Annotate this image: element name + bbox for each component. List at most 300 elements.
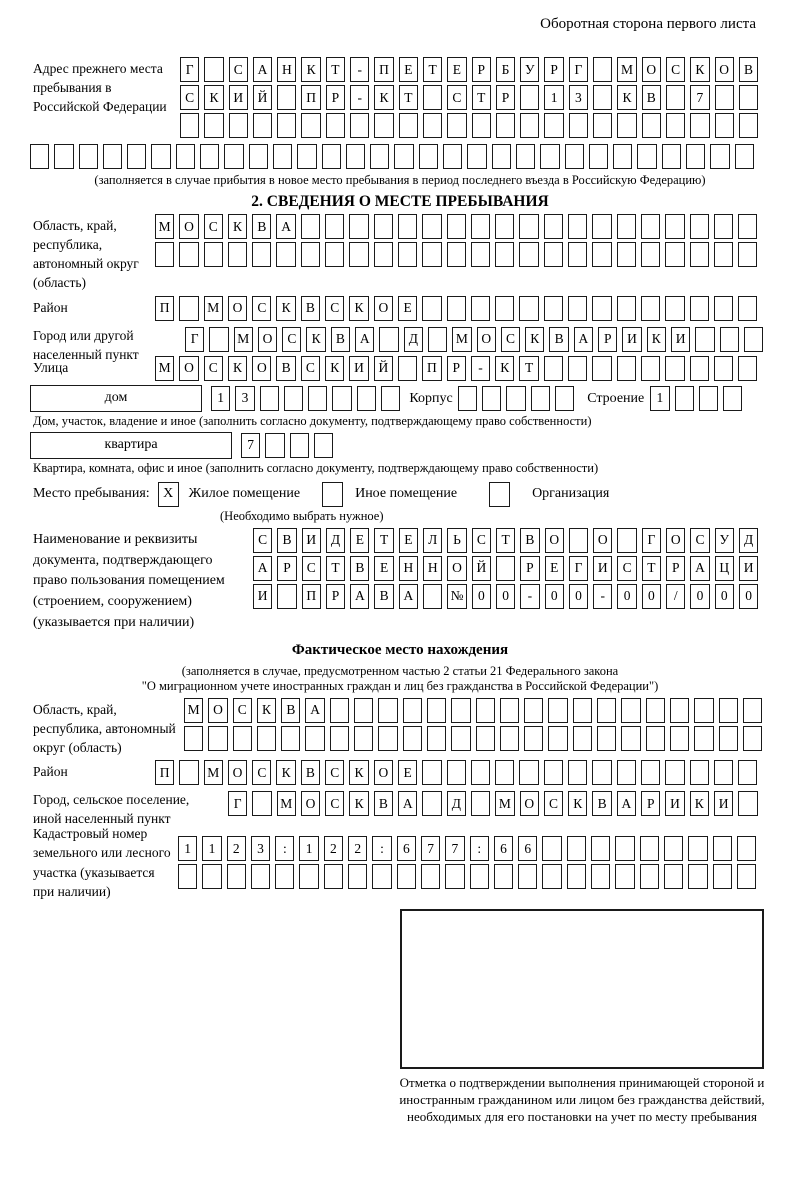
char-box[interactable] (617, 356, 636, 381)
char-box[interactable]: 0 (545, 584, 564, 609)
char-box[interactable] (423, 85, 442, 110)
char-box[interactable] (427, 698, 446, 723)
char-box[interactable] (544, 214, 563, 239)
char-box[interactable] (275, 864, 294, 889)
char-box[interactable] (467, 144, 486, 169)
char-box[interactable] (592, 296, 611, 321)
char-box[interactable]: В (252, 214, 271, 239)
char-box[interactable] (178, 864, 197, 889)
char-box[interactable] (591, 836, 610, 861)
char-box[interactable]: О (666, 528, 685, 553)
char-box[interactable] (544, 296, 563, 321)
char-box[interactable] (301, 242, 320, 267)
char-box[interactable] (314, 433, 333, 458)
char-box[interactable] (665, 760, 684, 785)
char-box[interactable] (688, 836, 707, 861)
char-box[interactable] (723, 386, 742, 411)
char-box[interactable] (451, 726, 470, 751)
char-box[interactable] (422, 760, 441, 785)
char-box[interactable] (719, 726, 738, 751)
char-box[interactable]: А (617, 791, 636, 816)
char-box[interactable] (738, 214, 757, 239)
char-box[interactable]: О (228, 760, 247, 785)
char-box[interactable]: А (355, 327, 374, 352)
char-box[interactable]: М (184, 698, 203, 723)
char-box[interactable] (79, 144, 98, 169)
char-box[interactable] (370, 144, 389, 169)
char-box[interactable] (447, 113, 466, 138)
char-box[interactable]: К (525, 327, 544, 352)
kadastr-row-2[interactable] (178, 864, 756, 889)
char-box[interactable] (204, 113, 223, 138)
char-box[interactable] (209, 327, 228, 352)
char-box[interactable] (699, 386, 718, 411)
char-box[interactable]: А (399, 584, 418, 609)
char-box[interactable] (642, 113, 661, 138)
char-box[interactable] (229, 113, 248, 138)
char-box[interactable]: С (501, 327, 520, 352)
char-box[interactable] (617, 296, 636, 321)
oblast-row-2[interactable] (155, 242, 757, 267)
char-box[interactable] (500, 726, 519, 751)
char-box[interactable]: № (447, 584, 466, 609)
char-box[interactable] (568, 356, 587, 381)
char-box[interactable]: Н (423, 556, 442, 581)
char-box[interactable]: Е (447, 57, 466, 82)
char-box[interactable]: 0 (642, 584, 661, 609)
char-box[interactable]: М (204, 760, 223, 785)
char-box[interactable] (617, 528, 636, 553)
char-box[interactable]: О (593, 528, 612, 553)
char-box[interactable]: 2 (324, 836, 343, 861)
prev-address-row-3[interactable] (180, 113, 758, 138)
char-box[interactable]: Р (447, 356, 466, 381)
char-box[interactable] (737, 864, 756, 889)
char-box[interactable] (662, 144, 681, 169)
char-box[interactable]: В (520, 528, 539, 553)
char-box[interactable]: Д (404, 327, 423, 352)
char-box[interactable] (670, 698, 689, 723)
char-box[interactable] (299, 864, 318, 889)
char-box[interactable] (227, 864, 246, 889)
char-box[interactable]: К (690, 57, 709, 82)
char-box[interactable] (349, 242, 368, 267)
char-box[interactable] (179, 242, 198, 267)
char-box[interactable] (495, 242, 514, 267)
char-box[interactable]: Т (326, 556, 345, 581)
char-box[interactable] (665, 356, 684, 381)
char-box[interactable] (665, 214, 684, 239)
char-box[interactable] (470, 864, 489, 889)
char-box[interactable]: Д (447, 791, 466, 816)
char-box[interactable] (325, 242, 344, 267)
char-box[interactable]: : (372, 836, 391, 861)
char-box[interactable]: Р (544, 57, 563, 82)
char-box[interactable] (744, 327, 763, 352)
char-box[interactable] (569, 528, 588, 553)
char-box[interactable]: 7 (445, 836, 464, 861)
stroenie-row[interactable] (650, 386, 742, 411)
char-box[interactable]: К (301, 57, 320, 82)
char-box[interactable]: С (229, 57, 248, 82)
char-box[interactable] (568, 296, 587, 321)
char-box[interactable] (641, 242, 660, 267)
char-box[interactable] (482, 386, 501, 411)
fact-oblast-row-2[interactable] (184, 726, 762, 751)
char-box[interactable] (690, 356, 709, 381)
char-box[interactable]: В (281, 698, 300, 723)
char-box[interactable] (548, 698, 567, 723)
char-box[interactable]: С (447, 85, 466, 110)
char-box[interactable] (524, 698, 543, 723)
char-box[interactable]: И (253, 584, 272, 609)
char-box[interactable] (617, 113, 636, 138)
char-box[interactable] (233, 726, 252, 751)
char-box[interactable]: К (306, 327, 325, 352)
char-box[interactable] (567, 864, 586, 889)
char-box[interactable]: М (495, 791, 514, 816)
char-box[interactable] (738, 791, 757, 816)
char-box[interactable] (277, 584, 296, 609)
char-box[interactable] (202, 864, 221, 889)
oblast-row-1[interactable] (155, 214, 757, 239)
char-box[interactable]: В (642, 85, 661, 110)
char-box[interactable]: А (350, 584, 369, 609)
char-box[interactable] (593, 85, 612, 110)
char-box[interactable] (520, 113, 539, 138)
char-box[interactable] (458, 386, 477, 411)
char-box[interactable]: А (690, 556, 709, 581)
char-box[interactable] (738, 356, 757, 381)
char-box[interactable] (419, 144, 438, 169)
char-box[interactable] (690, 214, 709, 239)
char-box[interactable]: 1 (299, 836, 318, 861)
char-box[interactable]: Г (180, 57, 199, 82)
char-box[interactable] (277, 85, 296, 110)
char-box[interactable] (714, 214, 733, 239)
char-box[interactable]: Й (374, 356, 393, 381)
char-box[interactable] (519, 760, 538, 785)
char-box[interactable]: Д (326, 528, 345, 553)
char-box[interactable] (447, 296, 466, 321)
char-box[interactable] (592, 760, 611, 785)
char-box[interactable] (403, 726, 422, 751)
char-box[interactable] (330, 726, 349, 751)
char-box[interactable] (399, 113, 418, 138)
char-box[interactable]: В (739, 57, 758, 82)
char-box[interactable]: С (204, 214, 223, 239)
char-box[interactable]: 3 (235, 386, 254, 411)
org-checkbox[interactable] (489, 482, 510, 507)
fact-oblast-row-1[interactable] (184, 698, 762, 723)
char-box[interactable] (690, 113, 709, 138)
char-box[interactable]: О (477, 327, 496, 352)
char-box[interactable] (447, 760, 466, 785)
prev-address-row-1[interactable] (180, 57, 758, 82)
char-box[interactable] (641, 760, 660, 785)
char-box[interactable]: А (276, 214, 295, 239)
char-box[interactable]: Г (569, 556, 588, 581)
char-box[interactable]: Ь (447, 528, 466, 553)
char-box[interactable]: П (422, 356, 441, 381)
char-box[interactable] (568, 214, 587, 239)
char-box[interactable] (531, 386, 550, 411)
char-box[interactable]: 0 (472, 584, 491, 609)
char-box[interactable] (520, 85, 539, 110)
char-box[interactable]: 0 (496, 584, 515, 609)
char-box[interactable] (739, 85, 758, 110)
char-box[interactable] (568, 760, 587, 785)
char-box[interactable]: - (471, 356, 490, 381)
char-box[interactable]: Р (326, 85, 345, 110)
char-box[interactable]: 0 (739, 584, 758, 609)
char-box[interactable] (381, 386, 400, 411)
char-box[interactable]: О (208, 698, 227, 723)
char-box[interactable] (127, 144, 146, 169)
char-box[interactable]: Е (398, 296, 417, 321)
char-box[interactable]: Р (472, 57, 491, 82)
char-box[interactable]: Т (423, 57, 442, 82)
char-box[interactable]: Р (326, 584, 345, 609)
document-row-2[interactable] (253, 556, 758, 581)
char-box[interactable] (738, 242, 757, 267)
char-box[interactable] (496, 113, 515, 138)
char-box[interactable]: Л (423, 528, 442, 553)
char-box[interactable]: О (252, 356, 271, 381)
char-box[interactable] (664, 864, 683, 889)
char-box[interactable] (567, 836, 586, 861)
char-box[interactable] (540, 144, 559, 169)
char-box[interactable] (443, 144, 462, 169)
char-box[interactable]: И (665, 791, 684, 816)
char-box[interactable]: М (234, 327, 253, 352)
char-box[interactable] (621, 698, 640, 723)
char-box[interactable]: М (277, 791, 296, 816)
char-box[interactable]: О (447, 556, 466, 581)
gorod-row[interactable] (185, 327, 763, 352)
char-box[interactable]: А (574, 327, 593, 352)
char-box[interactable]: С (302, 556, 321, 581)
char-box[interactable]: 6 (494, 836, 513, 861)
char-box[interactable]: Т (326, 57, 345, 82)
char-box[interactable] (200, 144, 219, 169)
fact-raion-row[interactable] (155, 760, 757, 785)
char-box[interactable] (179, 760, 198, 785)
char-box[interactable] (30, 144, 49, 169)
char-box[interactable] (542, 836, 561, 861)
char-box[interactable] (666, 113, 685, 138)
char-box[interactable]: 7 (690, 85, 709, 110)
char-box[interactable] (224, 144, 243, 169)
char-box[interactable] (555, 386, 574, 411)
char-box[interactable]: О (228, 296, 247, 321)
char-box[interactable] (155, 242, 174, 267)
char-box[interactable] (253, 113, 272, 138)
char-box[interactable] (180, 113, 199, 138)
char-box[interactable] (265, 433, 284, 458)
char-box[interactable] (519, 242, 538, 267)
char-box[interactable]: 1 (202, 836, 221, 861)
char-box[interactable]: : (470, 836, 489, 861)
char-box[interactable] (641, 296, 660, 321)
char-box[interactable]: Д (739, 528, 758, 553)
char-box[interactable]: Г (185, 327, 204, 352)
char-box[interactable]: К (349, 760, 368, 785)
char-box[interactable]: К (276, 296, 295, 321)
char-box[interactable] (330, 698, 349, 723)
char-box[interactable] (471, 791, 490, 816)
char-box[interactable]: А (253, 57, 272, 82)
char-box[interactable] (715, 85, 734, 110)
char-box[interactable] (397, 864, 416, 889)
char-box[interactable]: Н (399, 556, 418, 581)
char-box[interactable] (357, 386, 376, 411)
char-box[interactable] (735, 144, 754, 169)
char-box[interactable]: И (302, 528, 321, 553)
char-box[interactable]: 1 (211, 386, 230, 411)
kvartira-row[interactable] (241, 433, 333, 458)
char-box[interactable]: 6 (518, 836, 537, 861)
char-box[interactable]: В (301, 296, 320, 321)
char-box[interactable]: Е (374, 556, 393, 581)
char-box[interactable] (179, 296, 198, 321)
char-box[interactable] (494, 864, 513, 889)
char-box[interactable]: 6 (397, 836, 416, 861)
char-box[interactable] (666, 85, 685, 110)
char-box[interactable]: - (350, 85, 369, 110)
char-box[interactable] (640, 864, 659, 889)
char-box[interactable] (495, 214, 514, 239)
char-box[interactable]: / (666, 584, 685, 609)
char-box[interactable]: С (544, 791, 563, 816)
char-box[interactable]: К (325, 356, 344, 381)
char-box[interactable] (738, 760, 757, 785)
char-box[interactable] (495, 760, 514, 785)
char-box[interactable]: О (374, 296, 393, 321)
char-box[interactable]: 2 (227, 836, 246, 861)
char-box[interactable]: П (155, 760, 174, 785)
char-box[interactable] (354, 726, 373, 751)
char-box[interactable] (204, 242, 223, 267)
char-box[interactable]: О (715, 57, 734, 82)
char-box[interactable] (695, 327, 714, 352)
char-box[interactable] (252, 791, 271, 816)
char-box[interactable]: Г (228, 791, 247, 816)
char-box[interactable]: Т (472, 85, 491, 110)
char-box[interactable] (251, 864, 270, 889)
char-box[interactable] (617, 242, 636, 267)
char-box[interactable] (471, 760, 490, 785)
char-box[interactable] (743, 726, 762, 751)
char-box[interactable]: 0 (569, 584, 588, 609)
char-box[interactable]: 0 (690, 584, 709, 609)
char-box[interactable] (103, 144, 122, 169)
char-box[interactable]: С (325, 760, 344, 785)
char-box[interactable]: К (228, 214, 247, 239)
ulitsa-row[interactable] (155, 356, 757, 381)
char-box[interactable] (617, 760, 636, 785)
char-box[interactable] (694, 698, 713, 723)
char-box[interactable]: О (374, 760, 393, 785)
char-box[interactable]: Р (277, 556, 296, 581)
char-box[interactable] (447, 214, 466, 239)
char-box[interactable]: С (180, 85, 199, 110)
char-box[interactable]: - (350, 57, 369, 82)
char-box[interactable] (423, 113, 442, 138)
document-row-1[interactable] (253, 528, 758, 553)
char-box[interactable] (349, 214, 368, 239)
char-box[interactable]: С (204, 356, 223, 381)
char-box[interactable]: Й (472, 556, 491, 581)
char-box[interactable] (476, 698, 495, 723)
char-box[interactable] (273, 144, 292, 169)
char-box[interactable] (305, 726, 324, 751)
char-box[interactable]: 7 (241, 433, 260, 458)
char-box[interactable] (378, 698, 397, 723)
char-box[interactable] (332, 386, 351, 411)
char-box[interactable] (500, 698, 519, 723)
char-box[interactable] (613, 144, 632, 169)
char-box[interactable] (422, 791, 441, 816)
char-box[interactable] (277, 113, 296, 138)
char-box[interactable] (495, 296, 514, 321)
char-box[interactable] (372, 864, 391, 889)
char-box[interactable]: В (374, 584, 393, 609)
char-box[interactable] (378, 726, 397, 751)
char-box[interactable]: С (325, 791, 344, 816)
char-box[interactable]: 1 (178, 836, 197, 861)
char-box[interactable]: 3 (251, 836, 270, 861)
char-box[interactable] (593, 113, 612, 138)
char-box[interactable]: В (549, 327, 568, 352)
char-box[interactable]: Р (641, 791, 660, 816)
char-box[interactable]: С (472, 528, 491, 553)
char-box[interactable] (472, 113, 491, 138)
char-box[interactable]: У (520, 57, 539, 82)
char-box[interactable] (589, 144, 608, 169)
char-box[interactable] (176, 144, 195, 169)
char-box[interactable] (739, 113, 758, 138)
char-box[interactable] (518, 864, 537, 889)
char-box[interactable] (348, 864, 367, 889)
char-box[interactable] (694, 726, 713, 751)
char-box[interactable]: К (276, 760, 295, 785)
char-box[interactable]: 1 (544, 85, 563, 110)
char-box[interactable] (301, 113, 320, 138)
char-box[interactable] (573, 698, 592, 723)
char-box[interactable] (394, 144, 413, 169)
char-box[interactable]: Р (598, 327, 617, 352)
char-box[interactable] (690, 760, 709, 785)
char-box[interactable]: У (715, 528, 734, 553)
char-box[interactable]: В (374, 791, 393, 816)
char-box[interactable] (350, 113, 369, 138)
char-box[interactable] (151, 144, 170, 169)
char-box[interactable]: - (593, 584, 612, 609)
char-box[interactable] (252, 242, 271, 267)
char-box[interactable]: Т (399, 85, 418, 110)
char-box[interactable] (471, 296, 490, 321)
char-box[interactable] (204, 57, 223, 82)
char-box[interactable] (379, 327, 398, 352)
char-box[interactable] (615, 836, 634, 861)
char-box[interactable]: В (331, 327, 350, 352)
char-box[interactable] (374, 242, 393, 267)
char-box[interactable]: П (302, 584, 321, 609)
char-box[interactable]: А (305, 698, 324, 723)
char-box[interactable] (641, 214, 660, 239)
char-box[interactable]: С (690, 528, 709, 553)
